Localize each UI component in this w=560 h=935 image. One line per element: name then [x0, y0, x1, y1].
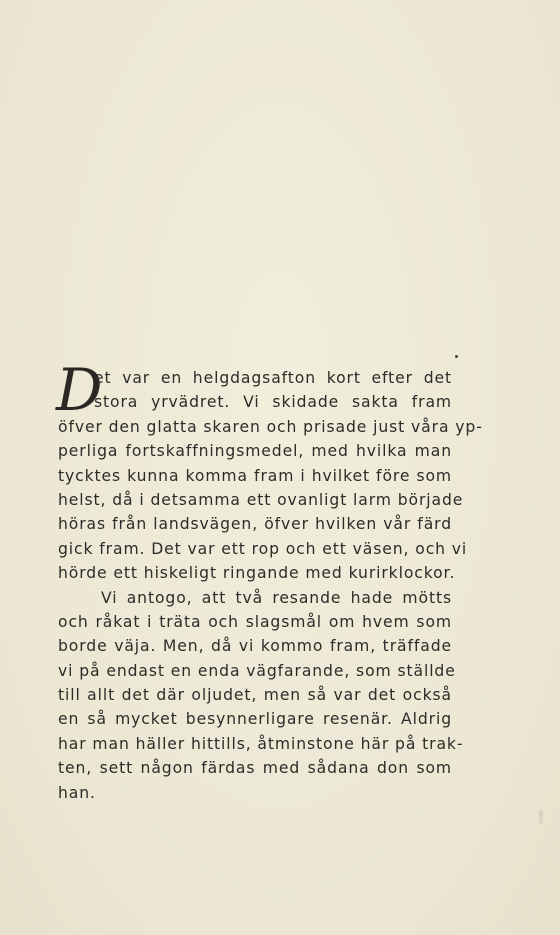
- body-text: [56, 356, 483, 805]
- text-line: gick fram. Det var ett rop och ett väsen, och vi: [58, 539, 468, 558]
- ink-speck: [539, 810, 543, 824]
- text-line: en så mycket besynnerligare resenär. Aldrig: [58, 710, 452, 729]
- drop-cap: [56, 356, 103, 424]
- ink-speck: [455, 355, 458, 358]
- text-line: perliga fortskaffningsmedel, med hvilka man: [58, 442, 452, 461]
- text-line: öfver den glatta skaren och prisade just våra yp-: [58, 417, 483, 436]
- text-line: borde väja. Men, då vi kommo fram, träffade: [58, 637, 452, 656]
- text-line: hörde ett hiskeligt ringande med kurirklockor.: [58, 564, 456, 583]
- text-line: han.: [58, 783, 96, 802]
- drop-cap-letter: D: [56, 356, 103, 424]
- text-line: et var en helgdagsafton kort efter det: [94, 369, 452, 387]
- text-line: ten, sett någon färdas med sådana don som: [58, 759, 452, 778]
- text-line: och råkat i träta och slagsmål om hvem som: [58, 612, 452, 631]
- text-line: stora yrvädret. Vi skidade sakta fram: [94, 393, 452, 412]
- text-line: Vi antogo, att två resande hade mötts: [101, 588, 452, 607]
- text-line: höras från landsvägen, öfver hvilken vår färd: [58, 515, 452, 534]
- text-line: till allt det där oljudet, men så var det också: [58, 686, 452, 705]
- text-line: helst, då i detsamma ett ovanligt larm började: [58, 490, 464, 509]
- text-line: tycktes kunna komma fram i hvilket före som: [58, 466, 452, 485]
- text-line: vi på endast en enda vägfarande, som ställde: [58, 661, 456, 680]
- text-line: har man häller hittills, åtminstone här på trak-: [58, 734, 464, 753]
